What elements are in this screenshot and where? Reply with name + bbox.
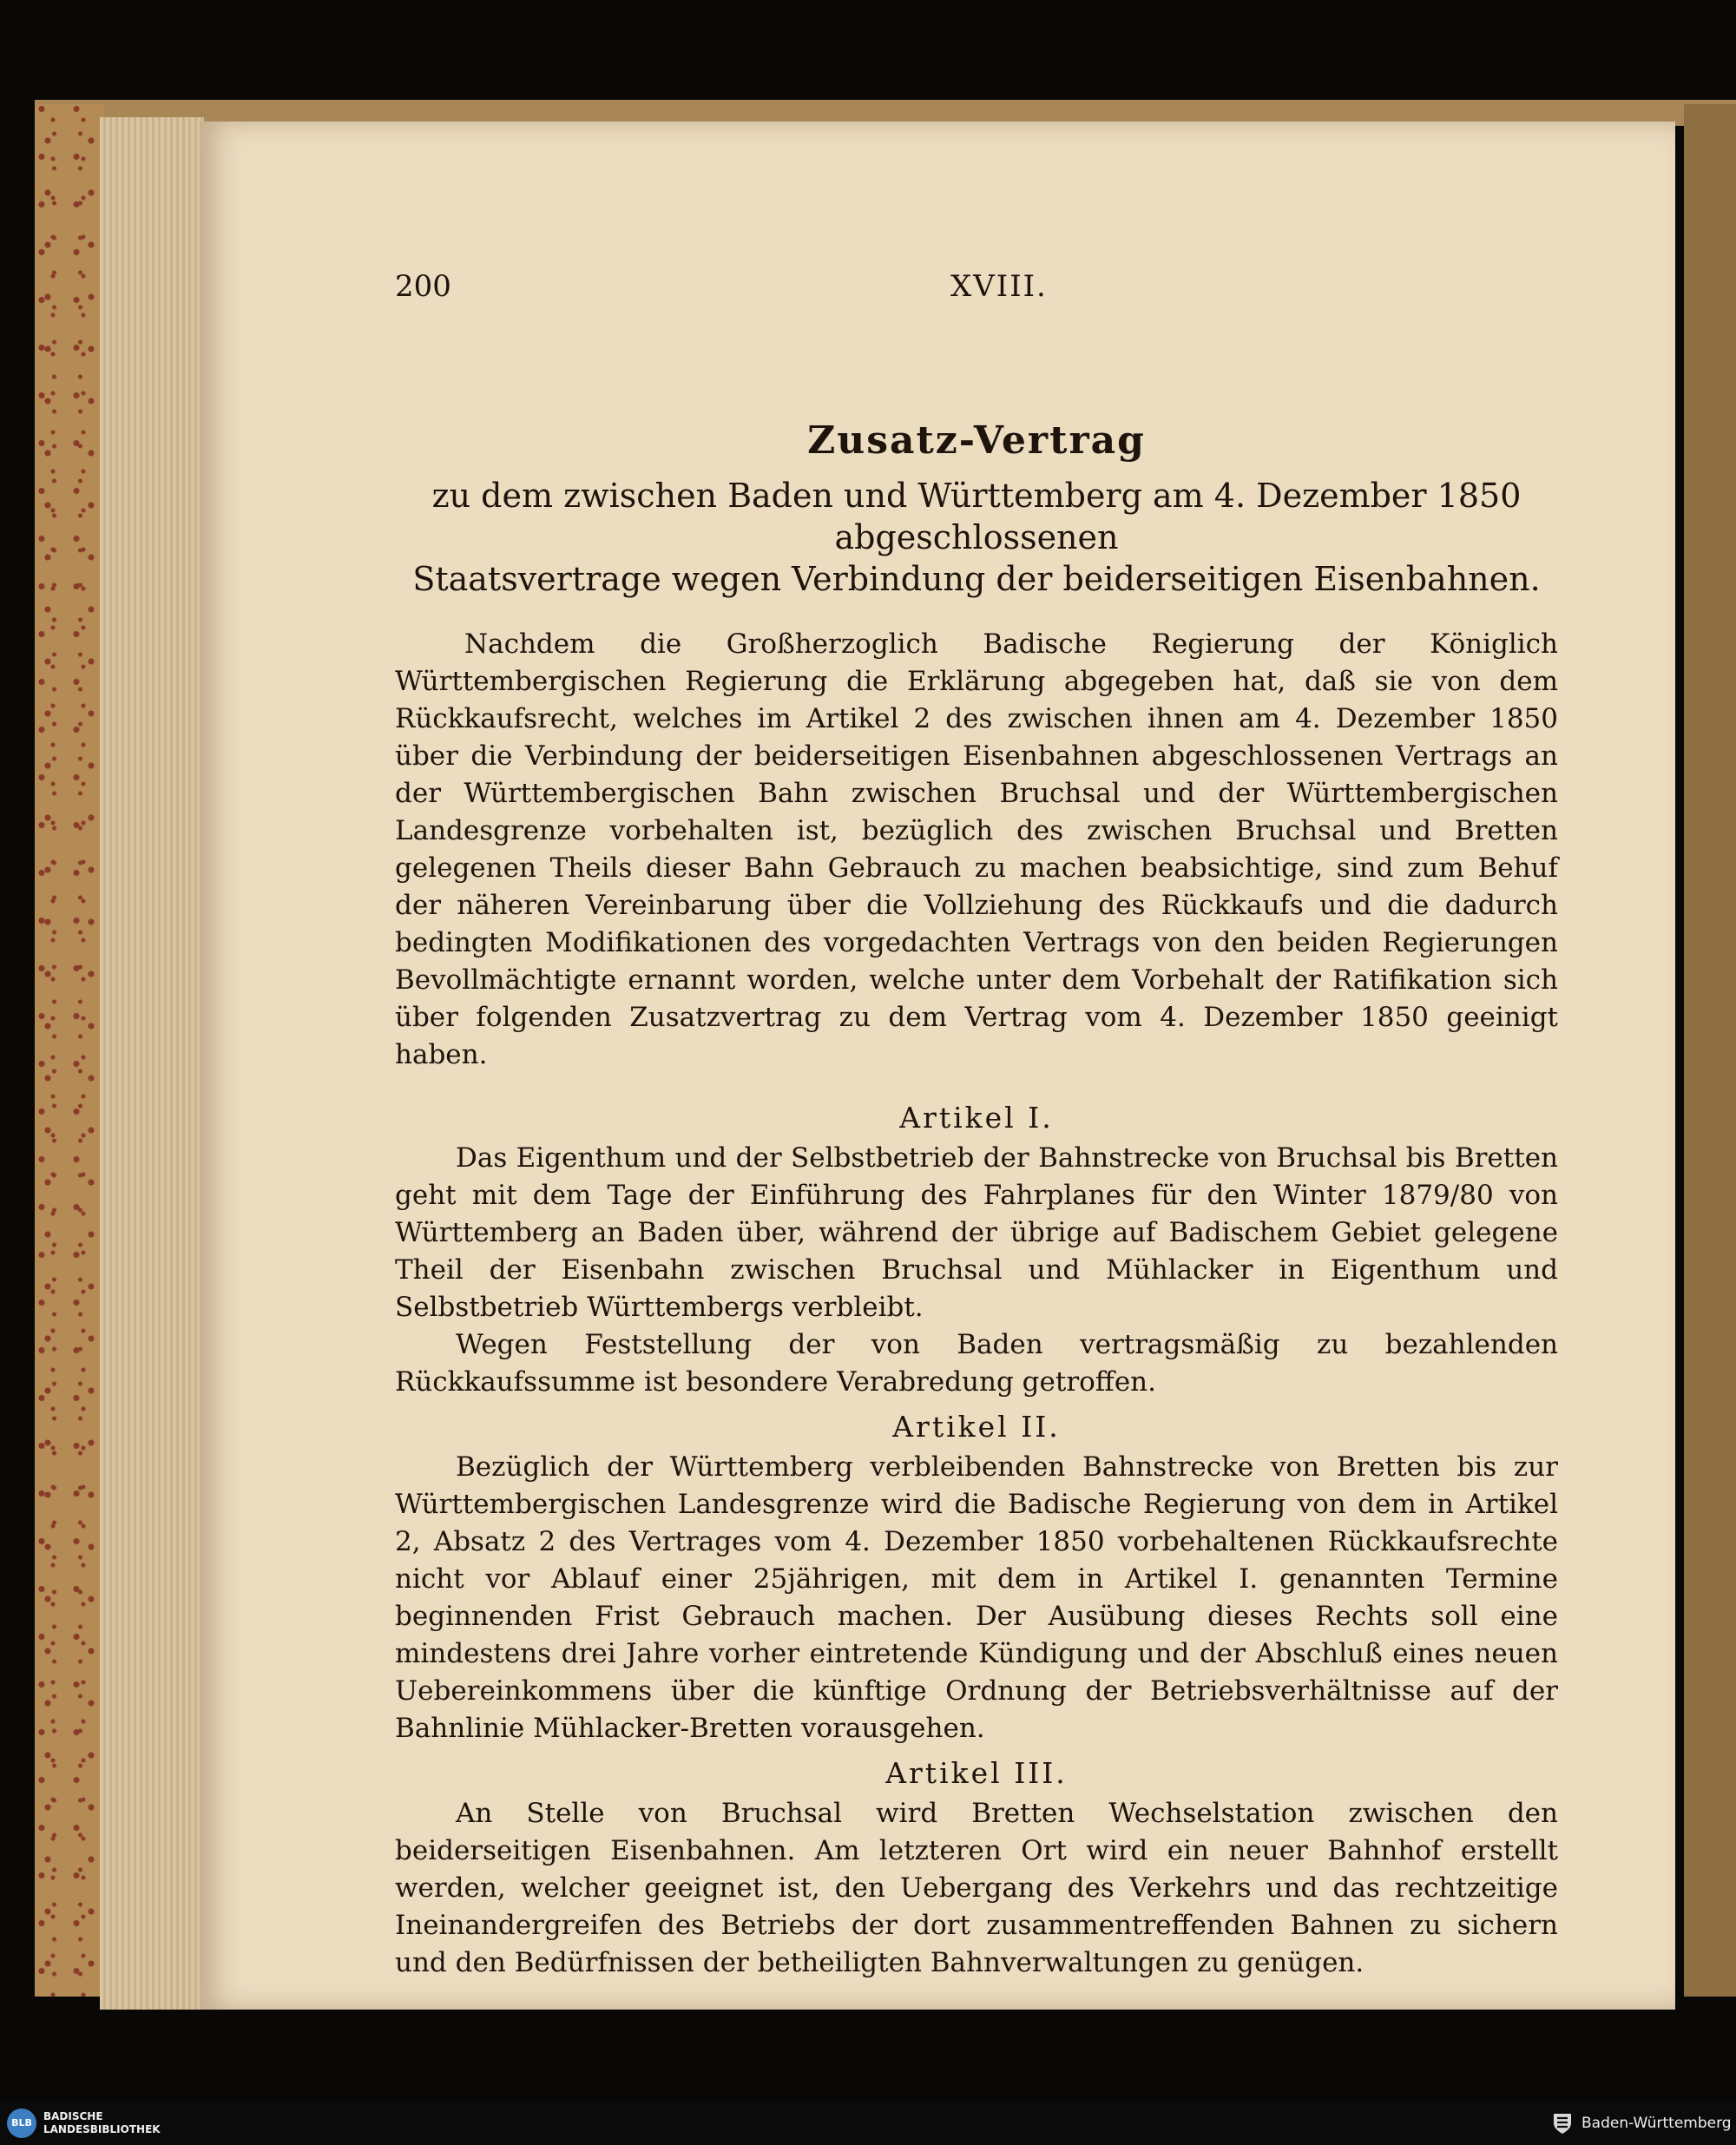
book-page [200,122,1675,2010]
section-number: XVIII. [950,269,1048,304]
article-2-paragraph-1: Bezüglich der Württemberg verbleibenden Bahnstrecke von Bretten bis zur Württembergischen Landesgrenze wird die Badische Regierung von dem in Artikel 2, Absatz 2 des Vertrages vom 4. Dezember 1850 vorbehaltenen Rückkaufsrechte nicht vor Ablauf einer 25jährigen, mit dem in Artikel I. genannten Termine beginnenden Frist Gebrauch machen. Der Ausübung dieses Rechts soll eine mindestens drei Jahre vorher eintretende Kündigung und der Abschluß eines neuen Uebereinkommens über die künftige Ordnung der Betriebsverhältnisse auf der Bahnlinie Mühlacker-Bretten vorausgehen. [395,1451,1558,1744]
subtitle-line-1: zu dem zwischen Baden und Württemberg am 4. Dezember 1850 abgeschlossenen [431,477,1522,556]
article-3-heading: Artikel III. [885,1756,1068,1790]
document-title: Zusatz-Vertrag [807,418,1146,463]
book-cover-right [1684,104,1736,1997]
subtitle-line-2: Staatsvertrage wegen Verbindung der beiderseitigen Eisenbahnen. [412,560,1541,598]
library-name[interactable] [43,2110,161,2136]
blb-logo[interactable]: BLB [7,2109,36,2138]
page-edges [100,117,204,2010]
page-header [395,269,1558,321]
library-name-line-2: LANDESBIBLIOTHEK [43,2123,161,2135]
article-1-paragraph-2: Wegen Feststellung der von Baden vertragsmäßig zu bezahlenden Rückkaufssumme ist besondere Verabredung getroffen. [395,1329,1558,1398]
page-number: 200 [395,269,451,304]
article-1-paragraph-1: Das Eigenthum und der Selbstbetrieb der Bahnstrecke von Bruchsal bis Bretten geht mit dem Tage der Einführung des Fahrplanes für den Winter 1879/80 von Württemberg an Baden über, während der übrige auf Badischem Gebiet gelegene Theil der Eisenbahn zwischen Bruchsal und Mühlacker in Eigenthum und Selbstbetrieb Württembergs verbleibt. [395,1142,1558,1323]
article-3-paragraph-1: An Stelle von Bruchsal wird Bretten Wechselstation zwischen den beiderseitigen Eisenbahnen. Am letzteren Ort wird ein neuer Bahnhof erstellt werden, welcher geeignet ist, den Uebergang des Verkehrs und das rechtzeitige Ineinandergreifen des Betriebs der dort zusammentreffenden Bahnen zu sichern und den Bedürfnissen der betheiligten Bahnverwaltungen zu genügen. [395,1798,1558,1978]
book-cover-left [35,104,104,1997]
article-1-heading: Artikel I. [899,1101,1054,1135]
intro-paragraph: Nachdem die Großherzoglich Badische Regierung der Königlich Württembergischen Regierung die Erklärung abgegeben hat, daß sie von dem Rückkaufsrecht, welches im Artikel 2 des zwischen ihnen am 4. Dezember 1850 über die Verbindung der beiderseitigen Eisenbahnen abgeschlossenen Vertrags an der Württembergischen Bahn zwischen Bruchsal und der Württembergischen Landesgrenze vorbehalten ist, bezüglich des zwischen Bruchsal und Bretten gelegenen Theils dieser Bahn Gebrauch zu machen beabsichtige, sind zum Behuf der näheren Vereinbarung über die Vollziehung des Rückkaufs und die dadurch bedingten Modifikationen des vorgedachten Vertrags von den beiden Regierungen Bevollmächtigte ernannt worden, welche unter dem Vorbehalt der Ratifikation sich über folgenden Zusatzvertrag zu dem Vertrag vom 4. Dezember 1850 geeinigt haben. [395,628,1558,1070]
document-subtitle [395,475,1558,600]
state-label[interactable]: Baden-Württemberg [1581,2115,1732,2132]
library-name-line-1: BADISCHE [43,2110,103,2122]
page-content [395,269,1558,1982]
article-2-heading: Artikel II. [892,1410,1061,1444]
coat-of-arms-icon [1550,2111,1575,2135]
footer-bar [0,2102,1736,2145]
